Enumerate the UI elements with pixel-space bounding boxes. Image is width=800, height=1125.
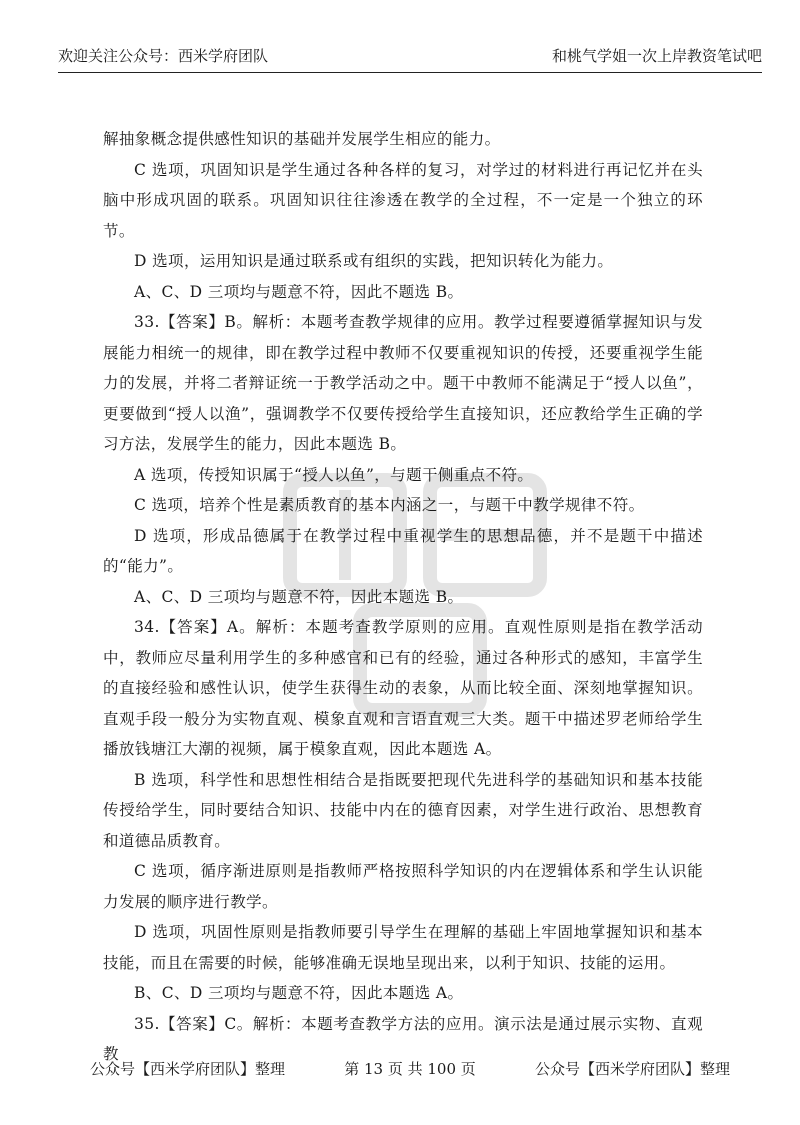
header-right-text: 和桃气学姐一次上岸教资笔试吧: [551, 47, 762, 65]
page-header: [58, 38, 762, 73]
paragraph: 35.【答案】C。解析：本题考查教学方法的应用。演示法是通过展示实物、直观教: [103, 1014, 703, 1063]
paragraph: C 选项，培养个性是素质教育的基本内涵之一，与题干中教学规律不符。: [134, 496, 645, 514]
paragraph: A、C、D 三项均与题意不符，因此本题选 B。: [134, 587, 464, 606]
paragraph: B 选项，科学性和思想性相结合是指既要把现代先进科学的基础知识和基本技能传授给学生，同时要结合知识、技能中内在的德育因素，对学生进行政治、思想教育和道德品质教育。: [103, 770, 703, 850]
paragraph: A、C、D 三项均与题意不符，因此不题选 B。: [134, 282, 464, 301]
paragraph: C 选项，巩固知识是学生通过各种各样的复习，对学过的材料进行再记忆并在头脑中形成巩固的联系。巩固知识往往渗透在教学的全过程，不一定是一个独立的环节。: [103, 160, 703, 240]
paragraph: 33.【答案】B。解析：本题考查教学规律的应用。教学过程要遵循掌握知识与发展能力相统一的规律，即在教学过程中教师不仅要重视知识的传授，还要重视学生能力的发展，并将二者辩证统一于教学活动之中。题干中教师不能满足于“授人以鱼”，更要做到“授人以渔”，强调教学不仅要传授给学生直接知识，还应教给学生正确的学习方法，发展学生的能力，因此本题选 B。: [103, 313, 703, 453]
document-body: [103, 124, 703, 1070]
paragraph: D 选项，巩固性原则是指教师要引导学生在理解的基础上牢固地掌握知识和基本技能，而且在需要的时候，能够准确无误地呈现出来，以利于知识、技能的运用。: [103, 923, 703, 972]
header-left-text: 欢迎关注公众号：西米学府团队: [58, 47, 269, 65]
paragraph: 解抽象概念提供感性知识的基础并发展学生相应的能力。: [103, 130, 501, 148]
paragraph: 34.【答案】A。解析：本题考查教学原则的应用。直观性原则是指在教学活动中，教师应尽量利用学生的多种感官和已有的经验，通过各种形式的感知，丰富学生的直接经验和感性认识，使学生获得生动的表象，从而比较全面、深刻地掌握知识。直观手段一般分为实物直观、模象直观和言语直观三大类。题干中描述罗老师给学生播放钱塘江大潮的视频，属于模象直观，因此本题选 A。: [103, 618, 703, 758]
paragraph: A 选项，传授知识属于“授人以鱼”，与题干侧重点不符。: [134, 465, 534, 484]
footer-right-text: 公众号【西米学府团队】整理: [534, 1060, 730, 1078]
paragraph: D 选项，形成品德属于在教学过程中重视学生的思想品德，并不是题干中描述的“能力”。: [103, 526, 703, 575]
paragraph: D 选项，运用知识是通过联系或有组织的实践，把知识转化为能力。: [134, 252, 614, 270]
paragraph: B、C、D 三项均与题意不符，因此本题选 A。: [134, 984, 464, 1002]
paragraph: C 选项，循序渐进原则是指教师严格按照科学知识的内在逻辑体系和学生认识能力发展的顺序进行教学。: [103, 862, 703, 911]
footer-left-text: 公众号【西米学府团队】整理: [90, 1060, 286, 1078]
page-footer: [90, 1058, 730, 1079]
page-number: 第 13 页 共 100 页: [344, 1060, 476, 1078]
